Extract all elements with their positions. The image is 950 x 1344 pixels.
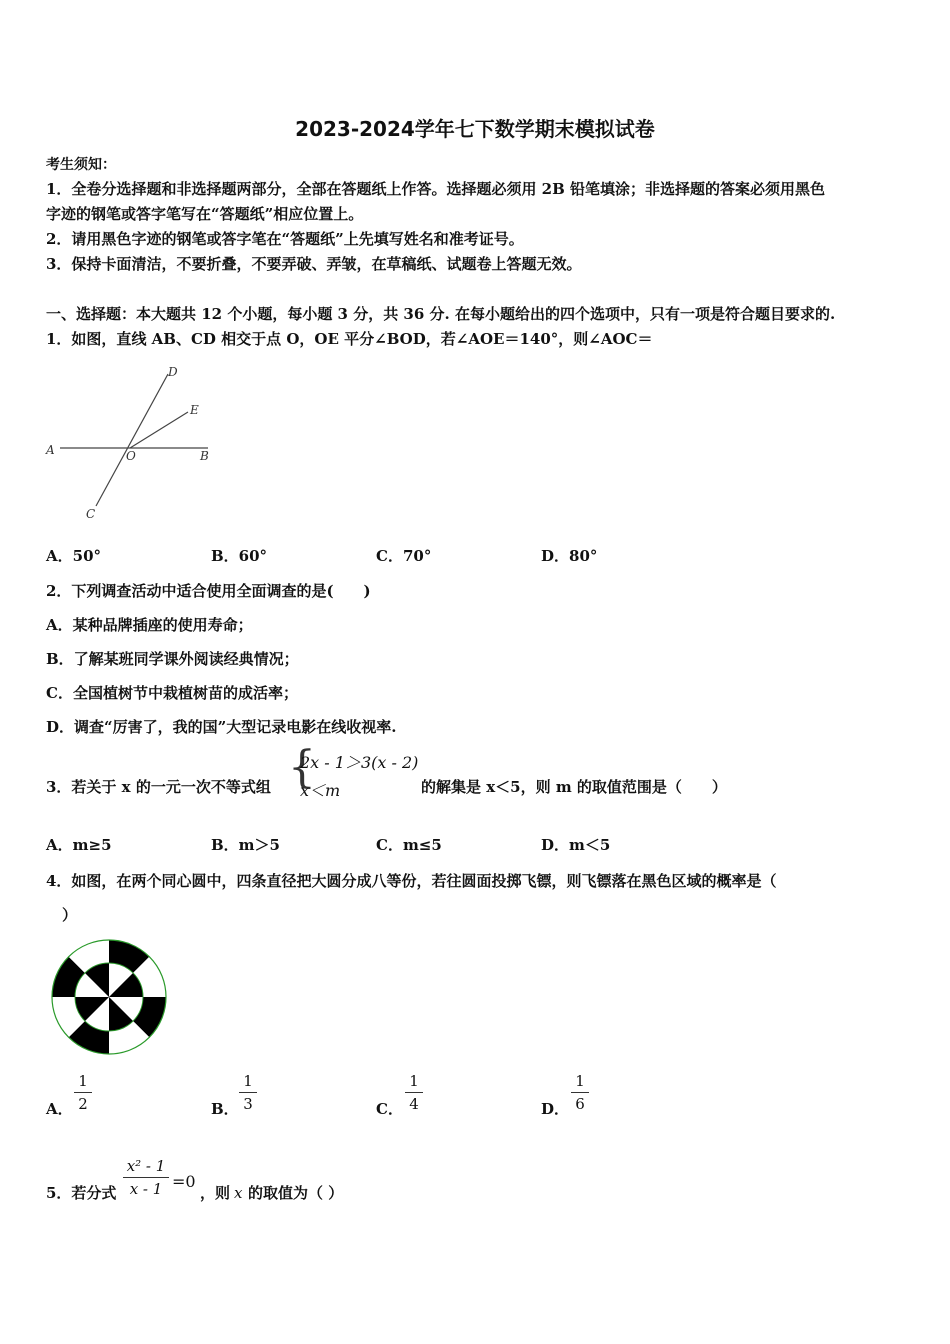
q2-option-c[interactable]: C．全国植树节中栽植树苗的成活率； [46,684,298,702]
fraction-bar [123,1177,169,1178]
fraction-bar [405,1092,423,1093]
fraction-bar [74,1092,92,1093]
q3-option-b[interactable]: B．m＞5 [211,836,280,854]
q3-inequality-system [288,742,420,800]
notice-line-1a: 1．全卷分选择题和非选择题两部分，全部在答题纸上作答。选择题必须用 2B 铅笔填涂；非选择题的答案必须用黑色 [46,180,826,198]
fraction-numerator: x² - 1 [126,1157,166,1175]
page-title: 2023-2024学年七下数学期末模拟试卷 [295,117,655,141]
q5-equals-zero: =0 [172,1172,196,1191]
fraction-numerator: 1 [575,1072,585,1090]
q1-option-a[interactable]: A．50° [46,547,102,565]
q4-stem-end: ） [62,906,78,924]
q4-option-a-letter[interactable]: A． [46,1100,73,1118]
label-b: B [200,449,209,463]
q5-suffix-2: 的取值为（ ） [248,1184,344,1202]
q2-option-d[interactable]: D．调查“厉害了，我的国”大型记录电影在线收视率. [46,718,397,736]
q2-stem: 2．下列调查活动中适合使用全面调查的是( ) [46,582,371,600]
ray-oe [130,412,188,448]
q4-option-d-fraction[interactable] [571,1072,589,1113]
notice-heading: 考生须知： [46,157,116,173]
fraction-numerator: 1 [243,1072,253,1090]
q3-inequality-1: 2x - 1＞3(x - 2) [300,753,419,772]
fraction-denominator: 6 [575,1095,585,1113]
q3-prefix: 3．若关于 x 的一元一次不等式组 [46,778,271,796]
q2-option-a[interactable]: A．某种品牌插座的使用寿命； [46,616,253,634]
q3-inequality-2: x＜m [300,781,341,800]
notice-line-3: 3．保持卡面清洁，不要折叠，不要弄破、弄皱，在草稿纸、试题卷上答题无效。 [46,255,582,273]
fraction-denominator: 4 [409,1095,419,1113]
label-e: E [190,403,199,417]
q1-figure [40,360,220,525]
fraction-numerator: 1 [78,1072,88,1090]
q1-option-b[interactable]: B．60° [211,547,268,565]
q5-suffix-1: ，则 [200,1184,231,1202]
q5-prefix: 5．若分式 [46,1184,117,1202]
q3-option-a[interactable]: A．m≥5 [46,836,112,854]
q1-option-d[interactable]: D．80° [541,547,598,565]
q1-stem: 1．如图，直线 AB、CD 相交于点 O，OE 平分∠BOD，若∠AOE＝140°，则∠AOC＝ [46,330,653,348]
q4-stem: 4．如图，在两个同心圆中，四条直径把大圆分成八等份，若往圆面投掷飞镖，则飞镖落在黑色区域的概率是（ [46,872,777,890]
section-heading: 一、选择题：本大题共 12 个小题，每小题 3 分，共 36 分. 在每小题给出的四个选项中，只有一项是符合题目要求的. [46,305,836,323]
fraction-denominator: 2 [78,1095,88,1113]
q5-variable: x [234,1184,243,1202]
q4-option-b-fraction[interactable] [239,1072,257,1113]
q3-suffix: 的解集是 x＜5，则 m 的取值范围是（ ） [421,778,727,796]
q4-option-c-fraction[interactable] [405,1072,423,1113]
q3-option-d[interactable]: D．m＜5 [541,836,611,854]
line-cd [96,374,168,506]
q2-option-b[interactable]: B．了解某班同学课外阅读经典情况； [46,650,299,668]
fraction-numerator: 1 [409,1072,419,1090]
fraction-denominator: x - 1 [129,1180,163,1198]
label-d: D [168,365,178,379]
q3-option-c[interactable]: C．m≤5 [376,836,442,854]
q5-fraction [123,1157,169,1198]
q4-option-c-letter[interactable]: C． [376,1100,403,1118]
label-c: C [86,507,96,521]
label-o: O [126,449,136,463]
q4-option-b-letter[interactable]: B． [211,1100,239,1118]
q1-option-c[interactable]: C．70° [376,547,432,565]
fraction-bar [571,1092,589,1093]
fraction-denominator: 3 [243,1095,253,1113]
notice-line-2: 2．请用黑色字迹的钢笔或答字笔在“答题纸”上先填写姓名和准考证号。 [46,230,524,248]
q4-target-figure [48,936,170,1058]
brace-icon: { [288,742,316,793]
label-a: A [46,443,55,457]
q4-option-d-letter[interactable]: D． [541,1100,570,1118]
fraction-bar [239,1092,257,1093]
notice-line-1b: 字迹的钢笔或答字笔写在“答题纸”相应位置上。 [46,205,364,223]
q4-option-a-fraction[interactable] [74,1072,92,1113]
